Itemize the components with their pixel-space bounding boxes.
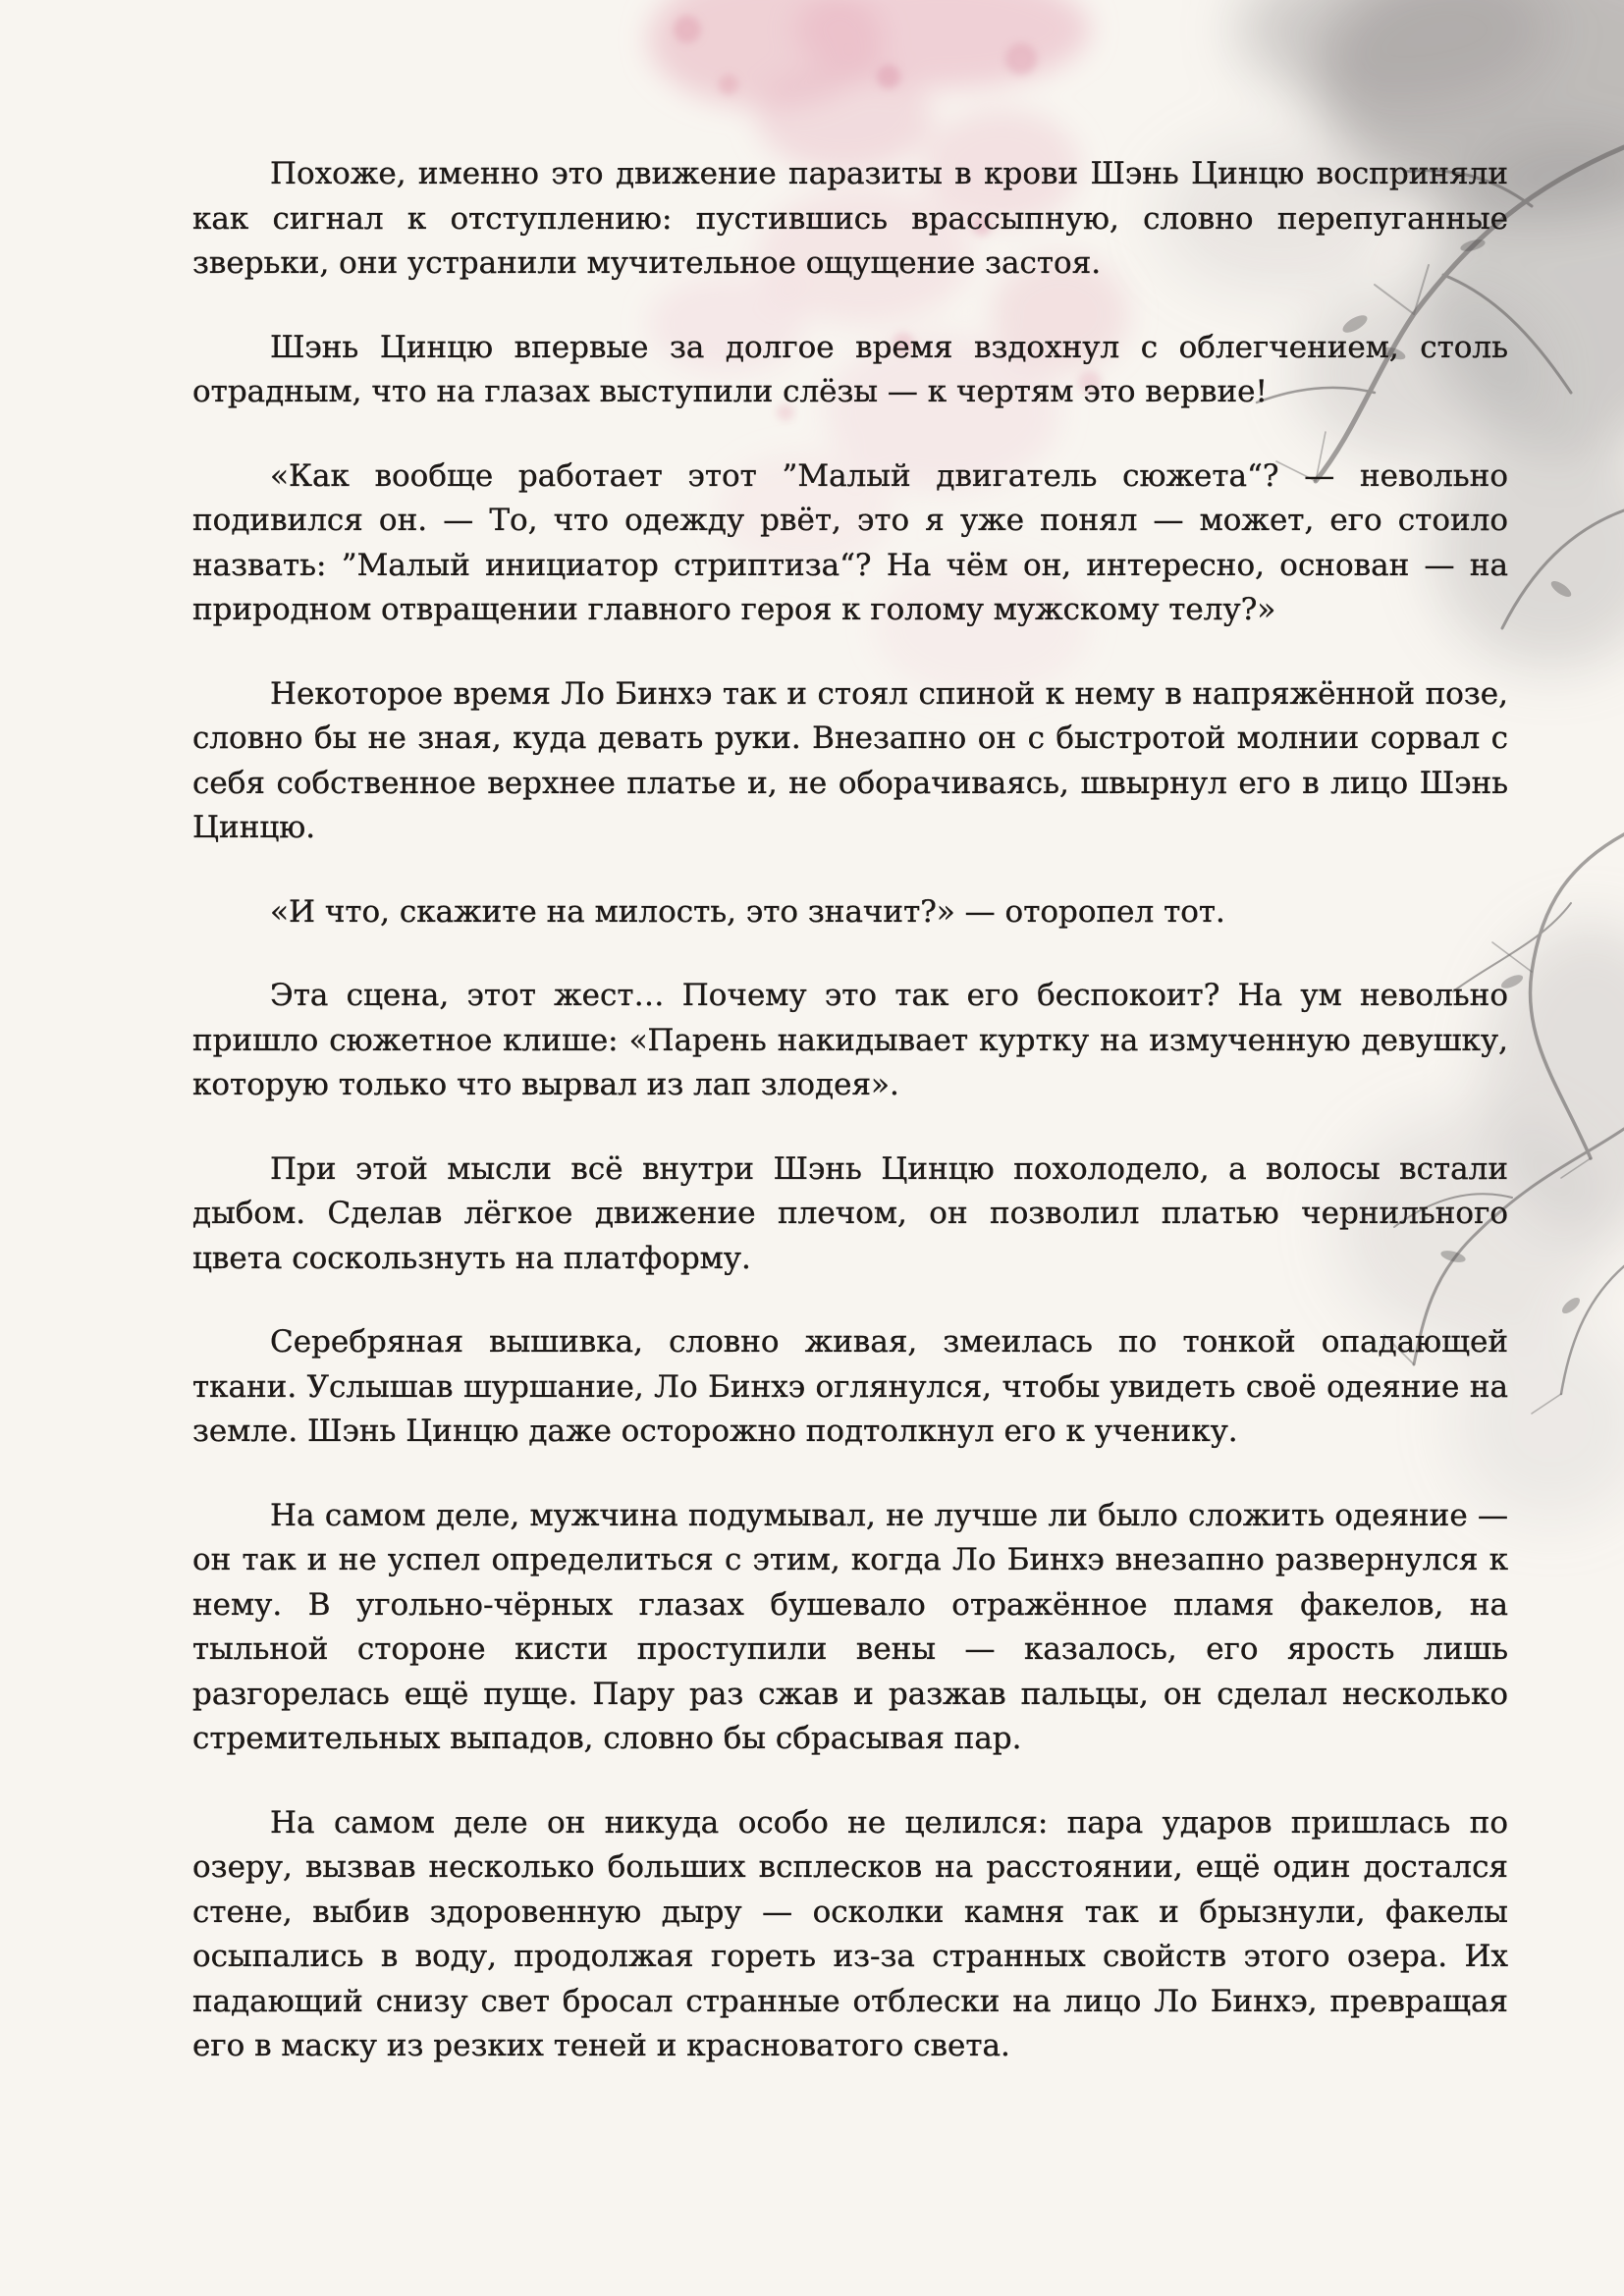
paragraph-3: «Как вообще работает этот ”Малый двигатель сюжета“? — невольно подивился он. — То, что одежду рвёт, это я уже понял — может, его стоило назвать: ”Малый инициатор стриптиза“? На чём он, интересно, основан — на природном отвращении главного героя к голому мужскому телу?»	[192, 457, 1508, 627]
paragraph-6: Эта сцена, этот жест… Почему это так его беспокоит? На ум невольно пришло сюжетное клише: «Парень накидывает куртку на измученную девушку, которую только что вырвал из лап злодея».	[192, 978, 1508, 1102]
paragraph-5: «И что, скажите на милость, это значит?» — оторопел тот.	[270, 893, 1225, 930]
paragraph-1: Похоже, именно это движение паразиты в крови Шэнь Цинцю восприняли как сигнал к отступлению: пустившись врассыпную, словно перепуганные зверьки, они устранили мучительное ощущение застоя.	[192, 156, 1508, 281]
paragraph-7: При этой мысли всё внутри Шэнь Цинцю похолодело, а волосы встали дыбом. Сделав лёгкое движение плечом, он позволил платью чернильного цвета соскользнуть на платформу.	[192, 1150, 1508, 1276]
paragraph-10: На самом деле он никуда особо не целился: пара ударов пришлась по озеру, вызвав несколько больших всплесков на расстоянии, ещё один достался стене, выбив здоровенную дыру — осколки камня так и брызнули, факелы осыпались в воду, продолжая гореть из-за странных свойств этого озера. Их падающий снизу свет бросал странные отблески на лицо Ло Бинхэ, превращая его в маску из резких теней и красноватого света.	[192, 1804, 1508, 2063]
story-text	[192, 152, 1508, 2109]
paragraph-8: Серебряная вышивка, словно живая, змеилась по тонкой опадающей ткани. Услышав шуршание, Ло Бинхэ оглянулся, чтобы увидеть своё одеяние на земле. Шэнь Цинцю даже осторожно подтолкнул его к ученику.	[192, 1324, 1508, 1449]
paragraph-4: Некоторое время Ло Бинхэ так и стоял спиной к нему в напряжённой позе, словно бы не зная, куда девать руки. Внезапно он с быстротой молнии сорвал с себя собственное верхнее платье и, не оборачиваясь, швырнул его в лицо Шэнь Цинцю.	[192, 675, 1508, 845]
paragraph-2: Шэнь Цинцю впервые за долгое время вздохнул с облегчением, столь отрадным, что на глазах выступили слёзы — к чертям это вервие!	[192, 329, 1508, 409]
paragraph-9: На самом деле, мужчина подумывал, не лучше ли было сложить одеяние — он так и не успел определиться с этим, когда Ло Бинхэ внезапно развернулся к нему. В угольно-чёрных глазах бушевало отражённое пламя факелов, на тыльной стороне кисти проступили вены — казалось, его ярость лишь разгорелась ещё пуще. Пару раз сжав и разжав пальцы, он сделал несколько стремительных выпадов, словно бы сбрасывая пар.	[192, 1497, 1508, 1756]
